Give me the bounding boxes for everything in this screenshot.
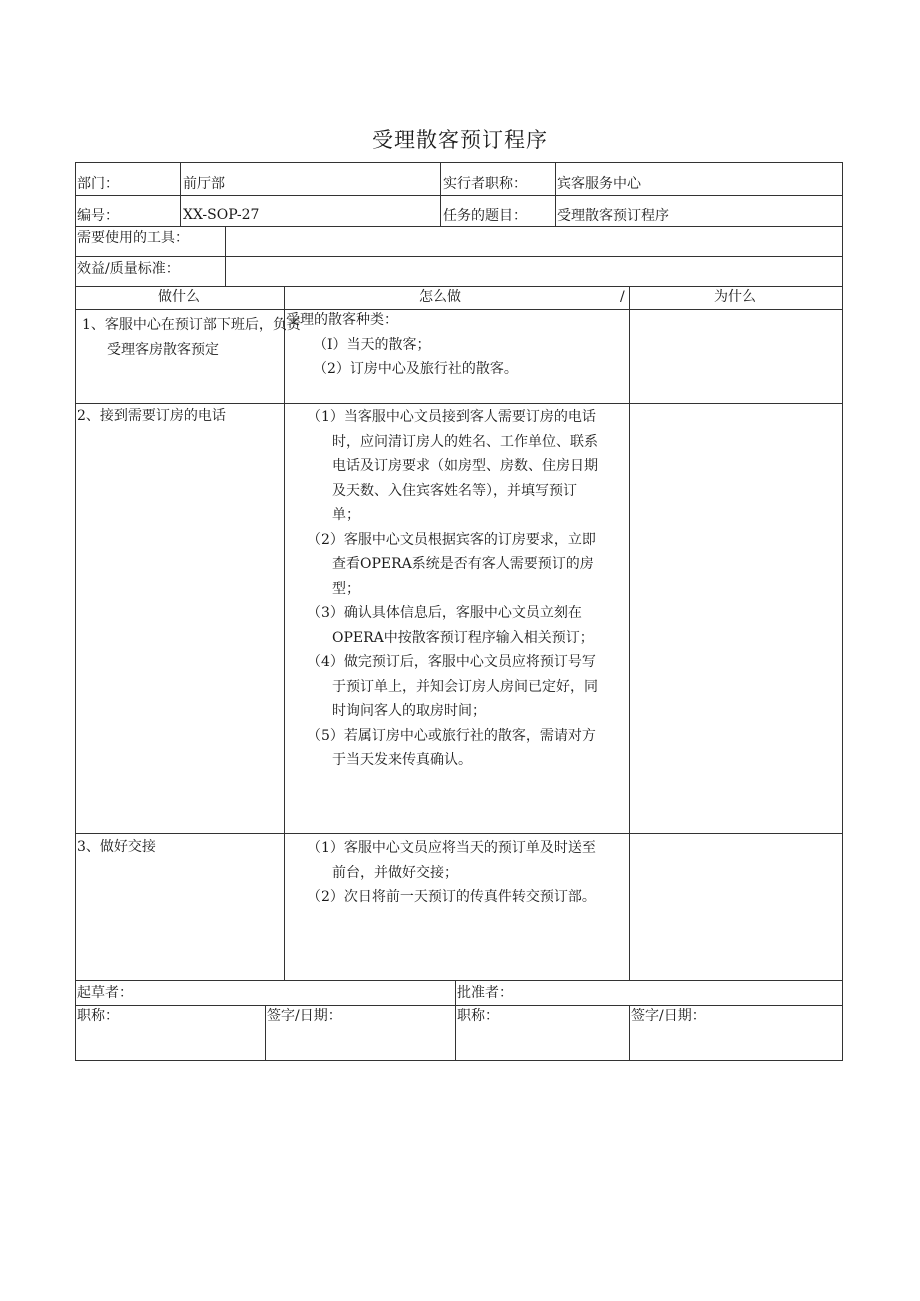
code-label: 编号： <box>77 208 119 224</box>
step-2-how-item: （1）当客服中心文员接到客人需要订房的电话时，应问清订房人的姓名、工作单位、联系电话及订房要求（如房型、房数、住房日期及天数、入住宾客姓名等），并填写预订单； <box>307 409 598 523</box>
role-value: 宾客服务中心 <box>557 176 641 192</box>
rule-step2 <box>75 833 843 834</box>
rule-footer-mid <box>455 980 456 1061</box>
rule-footer-c3 <box>629 1005 630 1061</box>
page-title: 受理散客预订程序 <box>372 128 548 152</box>
rule-tools-c1 <box>225 226 226 287</box>
task-value: 受理散客预订程序 <box>557 208 669 224</box>
dept-label: 部门： <box>77 176 119 192</box>
step-1-how-item: （2）订房中心及旅行社的散客。 <box>313 361 518 377</box>
step-2-how-item: （4）做完预订后，客服中心文员应将预订号写于预订单上，并知会订房人房间已定好，同时询问客人的取房时间； <box>307 654 598 719</box>
rule-body-c1 <box>284 286 285 981</box>
step-3-what: 3、做好交接 <box>77 839 156 855</box>
rule-header-c2 <box>440 162 441 227</box>
step-1-how-intro: 受理的散客种类： <box>286 312 398 328</box>
rule-bottom <box>75 1060 843 1061</box>
task-label: 任务的题目： <box>443 208 527 224</box>
rule-row3 <box>75 256 843 257</box>
rule-body-c2 <box>629 286 630 981</box>
step-1-what: 1、客服中心在预订部下班后，负责受理客房散客预定 <box>82 317 301 358</box>
drafter-label: 起草者： <box>77 985 133 1001</box>
rule-left <box>75 162 76 1061</box>
sign-label-left: 签字/日期： <box>267 1008 342 1024</box>
step-2-what: 2、接到需要订房的电话 <box>77 408 226 424</box>
step-2-how-item: （5）若属订房中心或旅行社的散客，需请对方于当天发来传真确认。 <box>307 727 596 768</box>
standard-label: 效益/质量标准： <box>77 261 180 277</box>
rule-header-c1 <box>180 162 181 227</box>
col-header-why: 为什么 <box>714 289 756 305</box>
col-header-slash: / <box>620 289 625 305</box>
code-value: XX-SOP-27 <box>183 207 260 223</box>
title-label-left: 职称： <box>77 1008 119 1024</box>
col-header-how: 怎么做 <box>419 289 461 305</box>
step-1-how-item: （I）当天的散客； <box>313 336 431 353</box>
rule-top <box>75 162 843 163</box>
step-2-how-item: （2）客服中心文员根据宾客的订房要求，立即查看OPERA系统是否有客人需要预订的房型； <box>307 531 596 597</box>
dept-value: 前厅部 <box>183 176 225 192</box>
col-header-what: 做什么 <box>158 289 200 305</box>
step-2-how-item: （3）确认具体信息后，客服中心文员立刻在OPERA中按散客预订程序输入相关预订； <box>307 605 594 646</box>
step-2-how <box>302 405 602 773</box>
rule-right <box>842 162 843 1061</box>
sign-label-right: 签字/日期： <box>631 1008 706 1024</box>
tools-label: 需要使用的工具： <box>77 230 189 246</box>
step-3-how <box>302 836 602 910</box>
role-label: 实行者职称： <box>443 176 527 192</box>
step-1-how <box>286 308 606 382</box>
step-3-how-item: （2）次日将前一天预订的传真件转交预订部。 <box>307 889 596 905</box>
title-label-right: 职称： <box>457 1008 499 1024</box>
rule-footer-c1 <box>265 1005 266 1061</box>
rule-header-c3 <box>555 162 556 227</box>
step-3-how-item: （1）客服中心文员应将当天的预订单及时送至前台，并做好交接； <box>307 840 596 881</box>
approver-label: 批准者： <box>457 985 513 1001</box>
